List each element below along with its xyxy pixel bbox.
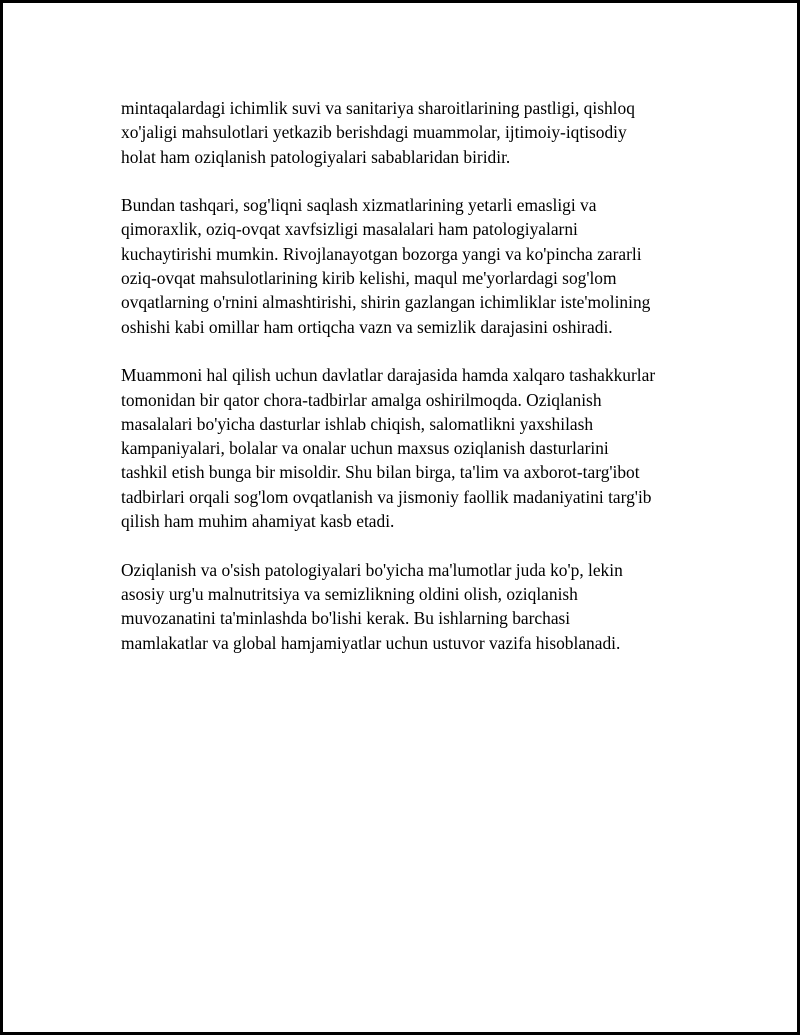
paragraph-gap [121,339,696,363]
paragraph-4 [121,558,696,655]
text-line: masalalari bo'yicha dasturlar ishlab chiqish, salomatlikni yaxshilash [121,413,594,434]
text-line: oshishi kabi omillar ham ortiqcha vazn va semizlik darajasini oshiradi. [121,316,613,337]
text-line: muvozanatini ta'minlashda bo'lishi kerak. Bu ishlarning barchasi [121,608,571,629]
paragraph-gap [121,169,696,193]
text-line: ovqatlarning o'rnini almashtirishi, shirin gazlangan ichimliklar iste'molining [121,292,651,313]
text-line: Bundan tashqari, sog'liqni saqlash xizmatlarining yetarli emasligi va [121,195,597,216]
text-line: Muammoni hal qilish uchun davlatlar darajasida hamda xalqaro tashakkurlar [121,365,656,386]
paragraph-1 [121,96,696,169]
text-line: mintaqalardagi ichimlik suvi va sanitariya sharoitlarining pastligi, qishloq [121,98,635,118]
text-line: tadbirlari orqali sog'lom ovqatlanish va jismoniy faollik madaniyatini targ'ib [121,486,652,507]
text-line: oziq-ovqat mahsulotlarining kirib kelishi, maqul me'yorlardagi sog'lom [121,268,617,289]
text-line: tomonidan bir qator chora-tadbirlar amalga oshirilmoqda. Oziqlanish [121,389,602,410]
text-line: qilish ham muhim ahamiyat kasb etadi. [121,511,395,532]
text-line: xo'jaligi mahsulotlari yetkazib berishdagi muammolar, ijtimoiy-iqtisodiy [121,122,627,143]
text-line: holat ham oziqlanish patologiyalari sabablaridan biridir. [121,146,511,167]
text-line: kampaniyalari, bolalar va onalar uchun maxsus oziqlanish dasturlarini [121,438,609,459]
paragraph-2 [121,193,696,339]
text-line: mamlakatlar va global hamjamiyatlar uchun ustuvor vazifa hisoblanadi. [121,632,621,653]
document-body [121,96,696,655]
paragraph-3 [121,363,696,533]
paragraph-gap [121,533,696,557]
text-line: Oziqlanish va o'sish patologiyalari bo'yicha ma'lumotlar juda ko'p, lekin [121,559,623,580]
text-line: qimoraxlik, oziq-ovqat xavfsizligi masalalari ham patologiyalarni [121,219,578,240]
text-line: tashkil etish bunga bir misoldir. Shu bilan birga, ta'lim va axborot-targ'ibot [121,462,640,483]
text-line: asosiy urg'u malnutritsiya va semizlikning oldini olish, oziqlanish [121,583,578,604]
text-line: kuchaytirishi mumkin. Rivojlanayotgan bozorga yangi va ko'pincha zararli [121,243,642,264]
